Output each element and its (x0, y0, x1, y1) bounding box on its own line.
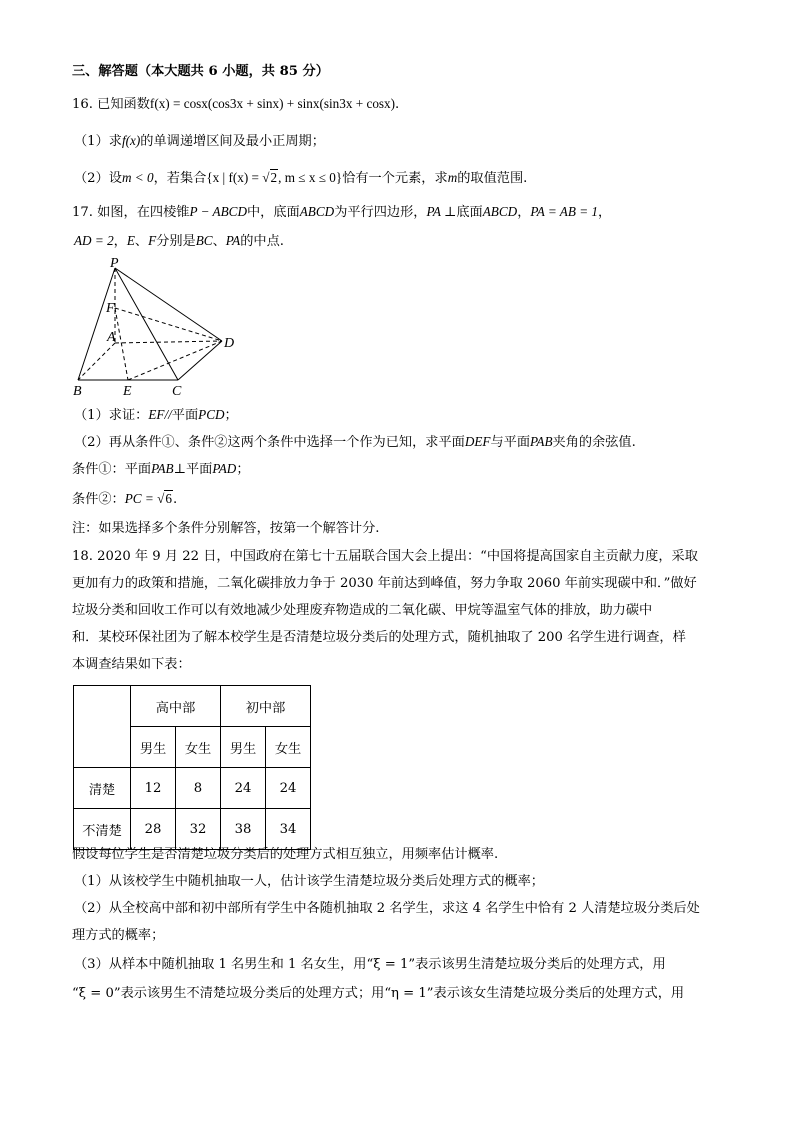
q16-part2-tail2: 的取值范围. (457, 171, 528, 186)
q16-part2 (74, 168, 734, 189)
q17-l2-a: ， (113, 234, 127, 249)
q17-p2-mid: 与平面 (490, 435, 531, 450)
q17-line1 (72, 202, 732, 223)
q17-cond1 (72, 459, 732, 480)
q18-part3b: “ξ = 0”表示该男生不清楚垃圾分类后的处理方式；用“η = 1”表示该女生清楚垃圾分类后的处理方式，用 (72, 986, 685, 1001)
q17-l2-bc: BC (195, 233, 213, 248)
q18-line2: 更加有力的政策和措施，二氧化碳排放力争于 2030 年前达到峰值，努力争取 2060 年前实现碳中和．”做好 (72, 576, 697, 591)
table-row (74, 809, 311, 850)
q17-l2-ad: AD = 2 (74, 233, 114, 248)
q17-p2-def: DEF (464, 434, 491, 449)
q18-line5: 本调查结果如下表： (72, 657, 191, 672)
table-header-row (74, 686, 311, 727)
q16-part2-mid: ，若集合 (153, 171, 207, 186)
q17-p2-end: 夹角的余弦值. (552, 435, 636, 450)
q17-l1-prefix: 17. 如图，在四棱锥 (72, 205, 190, 220)
q17-c1-end: ； (236, 462, 250, 477)
table-cell: 34 (266, 809, 311, 850)
table-corner-cell (74, 686, 131, 768)
q18-part1: （1）从该校学生中随机抽取一人，估计该学生清楚垃圾分类后处理方式的概率； (74, 874, 544, 889)
q18-line3: 垃圾分类和回收工作可以有效地减少处理废弃物造成的二氧化碳、甲烷等温室气体的排放，助力碳中 (72, 603, 653, 618)
edge-fd (115, 308, 222, 341)
table-cell: 8 (176, 768, 221, 809)
q17-l2-f: F (148, 233, 157, 248)
q16-stem-prefix: 16. 已知函数 (72, 97, 150, 112)
section-title: 三、解答题（本大题共 6 小题，共 85 分） (72, 64, 329, 79)
label-p: P (110, 258, 119, 271)
q17-p1-mid: 平面 (171, 408, 199, 423)
q17-c2-end: . (172, 492, 178, 507)
label-a: A (107, 330, 116, 345)
q16-part2-m: m (447, 170, 458, 185)
edge-pb (78, 268, 115, 380)
q17-l2-pa: PA (225, 233, 241, 248)
q16-sqrt-value: 2 (270, 170, 278, 185)
q16-set-open: {x | f(x) = (206, 170, 263, 185)
q17-p1-pcd: PCD (198, 407, 225, 422)
q16-stem-end: . (395, 97, 400, 112)
q17-l2-d: 、 (212, 234, 226, 249)
q17-p2-prefix: （2）再从条件①、条件②这两个条件中选择一个作为已知，求平面 (74, 435, 465, 450)
q17-part1 (74, 405, 734, 426)
table-cell: 38 (221, 809, 266, 850)
q17-p1-end: ； (224, 408, 238, 423)
table-sub-header: 男生 (131, 727, 176, 768)
q18-line4: 和．某校环保社团为了解本校学生是否清楚垃圾分类后的处理方式，随机抽取了 200 名学生进行调查，样 (72, 630, 686, 645)
edge-ab (78, 343, 115, 380)
q17-p2-pab: PAB (530, 434, 553, 449)
table-cell: 32 (176, 809, 221, 850)
q16-sqrt-sign: √ (262, 170, 270, 185)
q18-assumption: 假设每位学生是否清楚垃圾分类后的处理方式相互独立，用频率估计概率. (72, 847, 499, 862)
q17-part2 (74, 432, 734, 453)
survey-table (73, 685, 311, 850)
label-c: C (172, 384, 182, 399)
q17-l2-c: 分别是 (156, 234, 196, 249)
table-cell: 28 (131, 809, 176, 850)
q17-l1-eq: PA = AB = 1 (530, 204, 598, 219)
table-sub-header: 男生 (221, 727, 266, 768)
label-d: D (224, 336, 235, 351)
edge-fe (115, 308, 128, 380)
table-group-header: 初中部 (221, 686, 311, 727)
q17-l2-end: 的中点. (240, 234, 284, 249)
table-sub-header: 女生 (266, 727, 311, 768)
table-row (74, 768, 311, 809)
q17-l1-abcd2: ABCD (482, 204, 518, 219)
q16-part2-tail1: 恰有一个元素，求 (342, 171, 448, 186)
q17-l1-mid: 中，底面 (247, 205, 300, 220)
q16-part1 (74, 131, 734, 152)
q17-c1-mid: ⊥平面 (173, 462, 213, 477)
q17-l1-pabcd: P − ABCD (189, 204, 247, 219)
edge-cd (178, 341, 222, 380)
table-cell: 12 (131, 768, 176, 809)
label-b: B (73, 384, 82, 399)
q17-l1-comma: ， (517, 205, 531, 220)
table-sub-header: 女生 (176, 727, 221, 768)
table-row-label: 不清楚 (74, 809, 131, 850)
q16-part2-prefix: （2）设 (74, 171, 122, 186)
q17-note: 注：如果选择多个条件分别解答，按第一个解答计分. (72, 521, 380, 536)
q16-part1-suffix: 的单调递增区间及最小正周期； (140, 134, 325, 149)
q18-line1: 18. 2020 年 9 月 22 日，中国政府在第七十五届联合国大会上提出：“中国将提高国家自主贡献力度，采取 (72, 549, 698, 564)
edge-pd (115, 268, 222, 341)
q17-l2-e: E (126, 233, 135, 248)
q17-c1-pab: PAB (151, 461, 174, 476)
q17-sqrt-sign: √ (157, 491, 165, 506)
q17-c2-prefix: 条件②： (72, 492, 125, 507)
q18-part3a: （3）从样本中随机抽取 1 名男生和 1 名女生，用“ξ = 1”表示该男生清楚垃圾分类后的处理方式，用 (74, 957, 666, 972)
q17-c1-pad: PAD (212, 461, 237, 476)
q17-cond2 (72, 489, 732, 510)
q18-part2b: 理方式的概率； (72, 928, 165, 943)
q17-c1-prefix: 条件①：平面 (72, 462, 152, 477)
q16-set-close: , m ≤ x ≤ 0} (278, 170, 343, 185)
table-cell: 24 (266, 768, 311, 809)
q17-line2 (74, 231, 734, 252)
q16-stem (72, 94, 732, 115)
q17-c2-sqrt-value: 6 (165, 491, 172, 506)
q18-part2a: （2）从全校高中部和初中部所有学生中各随机抽取 2 名学生，求这 4 名学生中恰有 2 人清楚垃圾分类后处 (74, 901, 700, 916)
q16-formula: f(x) = cosx(cos3x + sinx) + sinx(sin3x + cosx) (149, 96, 396, 111)
q17-l2-b: 、 (134, 234, 149, 249)
q17-l1-end: ， (598, 205, 612, 220)
pyramid-figure (70, 258, 245, 400)
q17-p1-ef: EF// (148, 407, 172, 422)
label-e: E (123, 384, 132, 399)
q16-part2-cond: m < 0 (121, 170, 154, 185)
label-f: F (106, 301, 115, 316)
table-row-label: 清楚 (74, 768, 131, 809)
q16-part1-prefix: （1）求 (74, 134, 122, 149)
q17-c2-pc: PC = (124, 491, 158, 506)
q17-l1-pa: PA ⊥ (426, 204, 457, 219)
edge-ad (115, 341, 222, 343)
q17-l1-abcd: ABCD (299, 204, 335, 219)
q16-part1-fx: f(x) (121, 133, 141, 148)
table-group-header: 高中部 (131, 686, 221, 727)
q17-l1-mid2: 为平行四边形， (334, 205, 427, 220)
q17-l1-mid3: 底面 (456, 205, 483, 220)
table-cell: 24 (221, 768, 266, 809)
q17-p1-prefix: （1）求证： (74, 408, 149, 423)
